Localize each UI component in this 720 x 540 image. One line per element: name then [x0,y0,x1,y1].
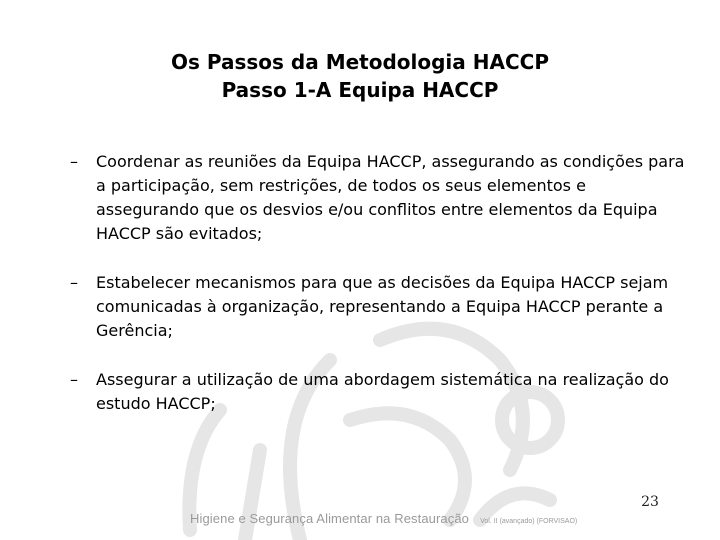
page-number: 23 [641,494,659,510]
bullet-list [70,150,690,441]
footer-title: Higiene e Segurança Alimentar na Restauração [190,511,470,526]
bullet-text: Coordenar as reuniões da Equipa HACCP, assegurando as condições para a participação, sem restrições, de todos os seus elementos e assegurando que os desvios e/ou conflitos entre elementos da Equipa HACCP são evitados; [96,152,685,243]
bullet-item [70,271,690,343]
bullet-marker: – [70,152,78,171]
bullet-text: Estabelecer mecanismos para que as decisões da Equipa HACCP sejam comunicadas à organização, representando a Equipa HACCP perante a Gerência; [96,273,669,340]
slide-title [0,48,720,104]
bullet-text: Assegurar a utilização de uma abordagem sistemática na realização do estudo HACCP; [96,370,669,413]
footer [190,508,577,527]
bullet-marker: – [70,273,78,292]
footer-subtitle: Vol. II (avançado) (FORVISAO) [480,518,578,525]
title-line-2: Passo 1-A Equipa HACCP [221,78,499,102]
title-line-1: Os Passos da Metodologia HACCP [171,50,549,74]
bullet-marker: – [70,370,78,389]
bullet-item [70,150,690,246]
bullet-item [70,368,690,416]
